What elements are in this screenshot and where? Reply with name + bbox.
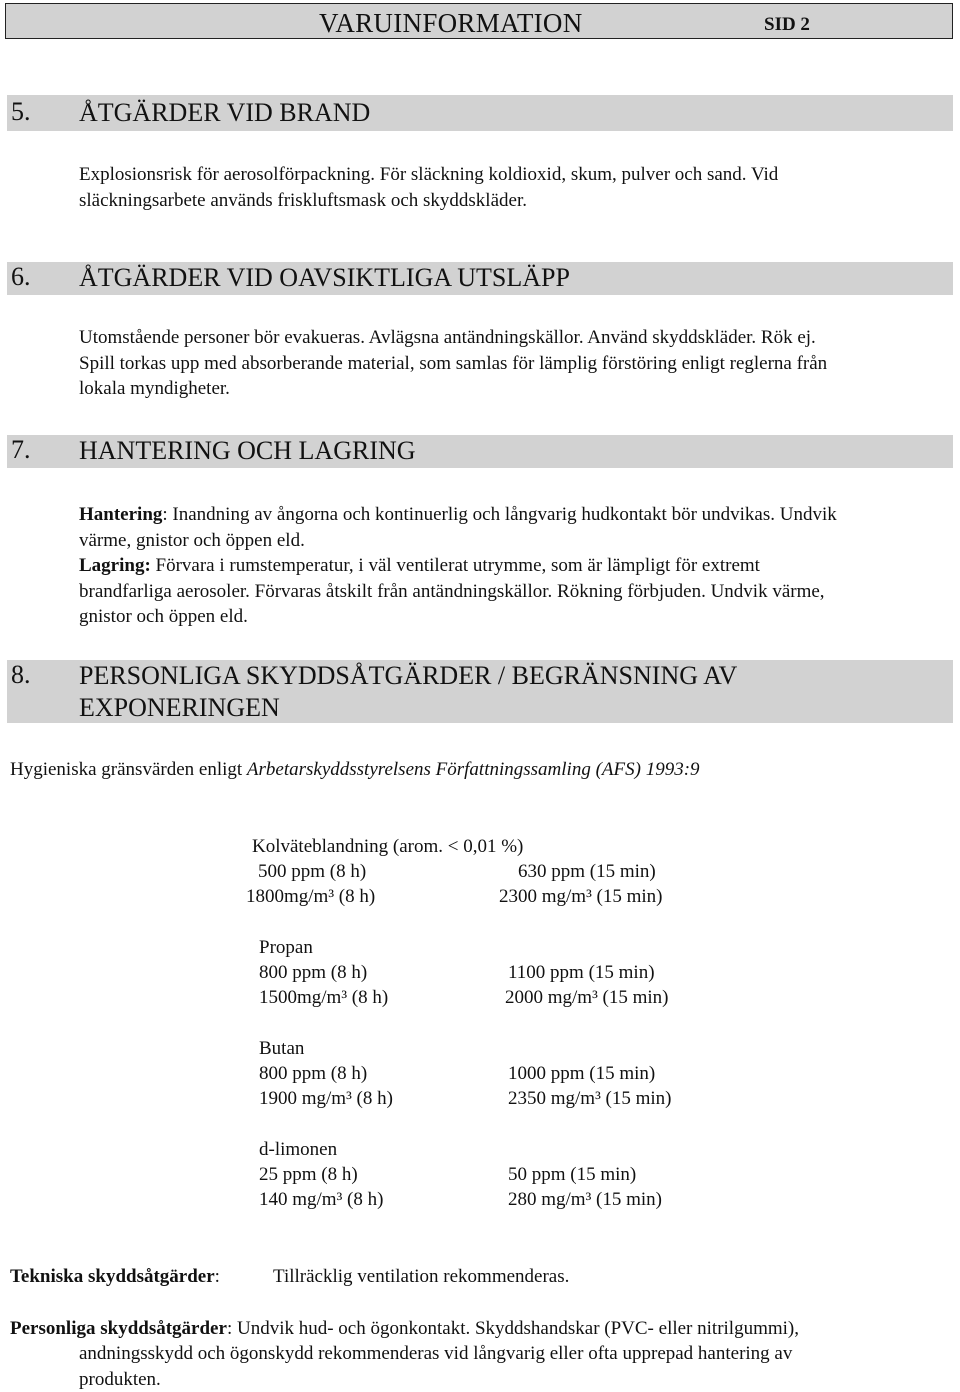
section-7-heading — [7, 435, 953, 468]
limit-8h-ppm: 25 ppm (8 h) — [259, 1164, 358, 1185]
personal-measures-label: Personliga skyddsåtgärder — [10, 1318, 227, 1339]
lagring-label: Lagring: — [79, 555, 151, 576]
limit-15min-mg: 280 mg/m³ (15 min) — [508, 1189, 662, 1210]
section-title: PERSONLIGA SKYDDSÅTGÄRDER / BEGRÄNSNING AV EXPONERINGEN — [79, 661, 738, 722]
limit-8h-mg: 1500mg/m³ (8 h) — [259, 987, 389, 1008]
regulation-reference: Arbetarskyddsstyrelsens Författningssamling (AFS) 1993:9 — [246, 759, 700, 780]
limit-8h-ppm: 500 ppm (8 h) — [258, 861, 367, 882]
limit-15min-mg: 2300 mg/m³ (15 min) — [499, 886, 663, 907]
substance-name: Butan — [259, 1038, 305, 1059]
limit-15min-ppm: 50 ppm (15 min) — [508, 1164, 637, 1185]
section-number: 6. — [11, 262, 31, 291]
hantering-label: Hantering — [79, 504, 163, 525]
limit-15min-ppm: 630 ppm (15 min) — [518, 861, 656, 882]
section-title: ÅTGÄRDER VID BRAND — [79, 98, 371, 127]
section-number: 8. — [11, 660, 31, 689]
limit-15min-mg: 2000 mg/m³ (15 min) — [505, 987, 669, 1008]
section-title: HANTERING OCH LAGRING — [79, 436, 416, 465]
section-5-heading — [7, 95, 953, 131]
page-header — [5, 3, 953, 39]
document-title: VARUINFORMATION — [319, 8, 583, 38]
technical-measures-label: Tekniska skyddsåtgärder — [10, 1266, 215, 1287]
section-number: 7. — [11, 435, 31, 464]
personal-measures: Personliga skyddsåtgärder: Undvik hud- och ögonkontakt. Skyddshandskar (PVC- eller nitrilgummi), — [10, 1318, 799, 1339]
technical-measures: Tekniska skyddsåtgärder: — [10, 1266, 220, 1287]
hygiene-limits-intro: Hygieniska gränsvärden enligt Arbetarskyddsstyrelsens Författningssamling (AFS) 1993:9 — [10, 759, 700, 780]
section-6-text: Utomstående personer bör evakueras. Avlägsna antändningskällor. Använd skyddskläder. Rök ej. Spill torkas upp med absorberande material, som samlas för lämplig förstöring enligt reglerna från lokala myndigheter. — [79, 327, 828, 399]
personal-measures-continued: andningsskydd och ögonskydd rekommenderas vid långvarig eller ofta upprepad hantering av produkten. — [79, 1343, 793, 1390]
limit-8h-mg: 1900 mg/m³ (8 h) — [259, 1088, 393, 1109]
substance-name: Kolväteblandning (arom. < 0,01 %) — [252, 836, 524, 857]
limit-8h-ppm: 800 ppm (8 h) — [259, 962, 368, 983]
section-6-heading — [7, 262, 953, 295]
limit-15min-mg: 2350 mg/m³ (15 min) — [508, 1088, 672, 1109]
limit-8h-mg: 1800mg/m³ (8 h) — [246, 886, 376, 907]
page-number: SID 2 — [764, 14, 810, 35]
technical-measures-text: Tillräcklig ventilation rekommenderas. — [273, 1266, 570, 1287]
section-number: 5. — [11, 97, 31, 126]
limit-15min-ppm: 1100 ppm (15 min) — [508, 962, 655, 983]
limit-8h-mg: 140 mg/m³ (8 h) — [259, 1189, 384, 1210]
section-5-text: Explosionsrisk för aerosolförpackning. För släckning koldioxid, skum, pulver och sand. Vid släckningsarbete används friskluftsmask och skyddskläder. — [79, 164, 779, 211]
section-8-heading — [7, 660, 953, 723]
substance-name: Propan — [259, 937, 313, 958]
substance-name: d-limonen — [259, 1139, 338, 1160]
limit-15min-ppm: 1000 ppm (15 min) — [508, 1063, 656, 1084]
limit-8h-ppm: 800 ppm (8 h) — [259, 1063, 368, 1084]
section-title: ÅTGÄRDER VID OAVSIKTLIGA UTSLÄPP — [79, 263, 570, 292]
hantering-paragraph: Hantering: Inandning av ångorna och kontinuerlig och långvarig hudkontakt bör undvikas. Undvik värme, gnistor och öppen eld. — [79, 504, 837, 551]
lagring-paragraph: Lagring: Förvara i rumstemperatur, i väl ventilerat utrymme, som är lämpligt för extremt brandfarliga aerosoler. Förvaras åtskilt från antändningskällor. Rökning förbjuden. Undvik värme, gnistor och öppen eld. — [79, 555, 825, 627]
